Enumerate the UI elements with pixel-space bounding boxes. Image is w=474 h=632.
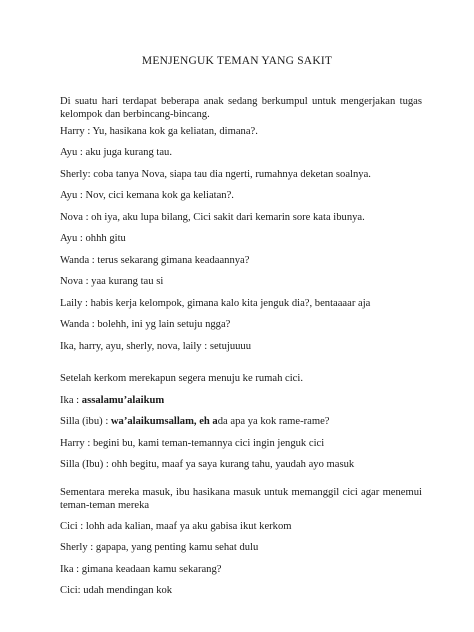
- dialog-line: Ayu : Nov, cici kemana kok ga keliatan?.: [60, 190, 234, 201]
- dialog-line: Cici: udah mendingan kok: [60, 585, 173, 596]
- narration-paragraph: Sementara mereka masuk, ibu hasikana masuk untuk memanggil cici agar menemui teman-teman mereka: [60, 487, 422, 511]
- dialog-line-ika: [60, 394, 430, 407]
- dialog-line: Cici : lohh ada kalian, maaf ya aku gabisa ikut kerkom: [60, 521, 292, 532]
- dialog-line: Harry : Yu, hasikana kok ga keliatan, dimana?.: [60, 126, 258, 137]
- dialog-line: Silla (Ibu) : ohh begitu, maaf ya saya kurang tahu, yaudah ayo masuk: [60, 459, 355, 470]
- speaker-label: Silla (ibu) :: [60, 416, 111, 427]
- speech-text: da apa ya kok rame-rame?: [217, 416, 330, 427]
- speech-text: assalamu’alaikum: [81, 395, 165, 406]
- dialog-line: Nova : oh iya, aku lupa bilang, Cici sakit dari kemarin sore kata ibunya.: [60, 212, 365, 223]
- dialog-line: Harry : begini bu, kami teman-temannya cici ingin jenguk cici: [60, 438, 325, 449]
- dialog-line: Sherly: coba tanya Nova, siapa tau dia ngerti, rumahnya deketan soalnya.: [60, 169, 371, 180]
- dialog-line: Ayu : ohhh gitu: [60, 233, 126, 244]
- dialog-line: Nova : yaa kurang tau si: [60, 276, 164, 287]
- narration-line: Setelah kerkom merekapun segera menuju ke rumah cici.: [60, 373, 303, 384]
- dialog-line: Wanda : terus sekarang gimana keadaannya?: [60, 255, 250, 266]
- speaker-label: Ika :: [60, 395, 82, 406]
- dialog-line: Ika : gimana keadaan kamu sekarang?: [60, 564, 222, 575]
- document-title: MENJENGUK TEMAN YANG SAKIT: [141, 55, 333, 67]
- speech-text-bold: wa’alaikumsallam, eh a: [110, 416, 218, 427]
- intro-paragraph: Di suatu hari terdapat beberapa anak sedang berkumpul untuk mengerjakan tugas kelompok dan berbincang-bincang.: [60, 96, 422, 120]
- dialog-line: Ayu : aku juga kurang tau.: [60, 147, 172, 158]
- dialog-line: Wanda : bolehh, ini yg lain setuju ngga?: [60, 319, 231, 330]
- dialog-line: Laily : habis kerja kelompok, gimana kalo kita jenguk dia?, bentaaaar aja: [60, 298, 371, 309]
- dialog-line-silla: [60, 415, 430, 428]
- dialog-line: Ika, harry, ayu, sherly, nova, laily : setujuuuu: [60, 341, 252, 352]
- dialog-line: Sherly : gapapa, yang penting kamu sehat dulu: [60, 542, 259, 553]
